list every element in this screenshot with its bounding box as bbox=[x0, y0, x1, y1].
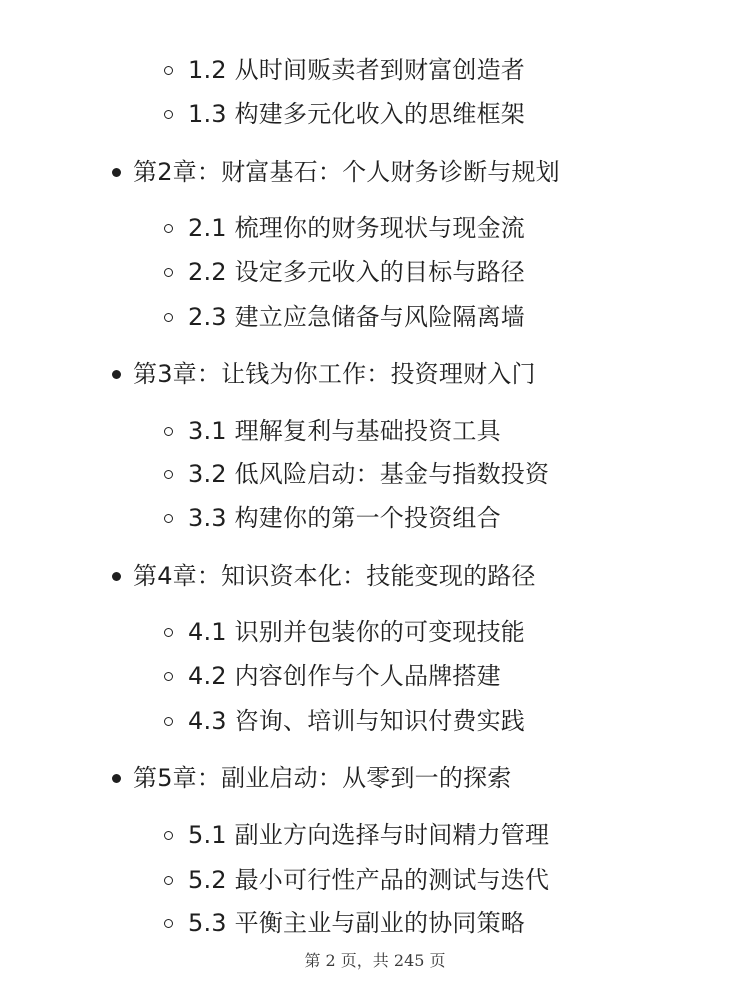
hollow-circle-bullet-icon bbox=[164, 268, 173, 277]
toc-section-3-2 bbox=[0, 454, 750, 494]
hollow-circle-bullet-icon bbox=[164, 110, 173, 119]
toc-section-text: 4.2 内容创作与个人品牌搭建 bbox=[188, 662, 501, 690]
filled-disc-bullet-icon bbox=[112, 370, 121, 379]
hollow-circle-bullet-icon bbox=[164, 470, 173, 479]
toc-section-3-1 bbox=[0, 411, 750, 451]
toc-section-4-1 bbox=[0, 612, 750, 652]
toc-section-5-3 bbox=[0, 903, 750, 943]
toc-section-4-3 bbox=[0, 701, 750, 741]
filled-disc-bullet-icon bbox=[112, 572, 121, 581]
hollow-circle-bullet-icon bbox=[164, 876, 173, 885]
toc-section-1-2 bbox=[0, 50, 750, 90]
toc-section-text: 3.1 理解复利与基础投资工具 bbox=[188, 417, 501, 445]
hollow-circle-bullet-icon bbox=[164, 427, 173, 436]
hollow-circle-bullet-icon bbox=[164, 224, 173, 233]
toc-section-text: 5.2 最小可行性产品的测试与迭代 bbox=[188, 866, 550, 894]
toc-section-text: 1.2 从时间贩卖者到财富创造者 bbox=[188, 56, 525, 84]
toc-chapter-text: 第2章：财富基石：个人财务诊断与规划 bbox=[133, 158, 560, 186]
hollow-circle-bullet-icon bbox=[164, 831, 173, 840]
page-footer: 第 2 页，共 245 页 bbox=[304, 951, 446, 970]
toc-section-2-2 bbox=[0, 252, 750, 292]
hollow-circle-bullet-icon bbox=[164, 313, 173, 322]
toc-chapter-text: 第5章：副业启动：从零到一的探索 bbox=[133, 764, 512, 792]
hollow-circle-bullet-icon bbox=[164, 717, 173, 726]
hollow-circle-bullet-icon bbox=[164, 919, 173, 928]
toc-section-text: 5.3 平衡主业与副业的协同策略 bbox=[188, 909, 525, 937]
toc-chapter-2 bbox=[0, 152, 750, 192]
hollow-circle-bullet-icon bbox=[164, 672, 173, 681]
filled-disc-bullet-icon bbox=[112, 168, 121, 177]
toc-section-2-1 bbox=[0, 208, 750, 248]
toc-section-1-3 bbox=[0, 94, 750, 134]
toc-section-2-3 bbox=[0, 297, 750, 337]
toc-chapter-3 bbox=[0, 354, 750, 394]
toc-section-text: 2.2 设定多元收入的目标与路径 bbox=[188, 258, 525, 286]
toc-chapter-5 bbox=[0, 758, 750, 798]
toc-section-text: 1.3 构建多元化收入的思维框架 bbox=[188, 100, 525, 128]
hollow-circle-bullet-icon bbox=[164, 628, 173, 637]
toc-section-text: 4.3 咨询、培训与知识付费实践 bbox=[188, 707, 525, 735]
toc-section-text: 5.1 副业方向选择与时间精力管理 bbox=[188, 821, 550, 849]
toc-chapter-4 bbox=[0, 556, 750, 596]
toc-section-text: 2.1 梳理你的财务现状与现金流 bbox=[188, 214, 525, 242]
toc-chapter-text: 第3章：让钱为你工作：投资理财入门 bbox=[133, 360, 536, 388]
toc-section-5-1 bbox=[0, 815, 750, 855]
hollow-circle-bullet-icon bbox=[164, 66, 173, 75]
hollow-circle-bullet-icon bbox=[164, 514, 173, 523]
toc-chapter-text: 第4章：知识资本化：技能变现的路径 bbox=[133, 562, 536, 590]
toc-section-text: 3.3 构建你的第一个投资组合 bbox=[188, 504, 501, 532]
toc-section-3-3 bbox=[0, 498, 750, 538]
toc-section-text: 2.3 建立应急储备与风险隔离墙 bbox=[188, 303, 525, 331]
toc-section-4-2 bbox=[0, 656, 750, 696]
toc-section-text: 4.1 识别并包装你的可变现技能 bbox=[188, 618, 525, 646]
toc-section-5-2 bbox=[0, 860, 750, 900]
toc-section-text: 3.2 低风险启动：基金与指数投资 bbox=[188, 460, 550, 488]
filled-disc-bullet-icon bbox=[112, 774, 121, 783]
